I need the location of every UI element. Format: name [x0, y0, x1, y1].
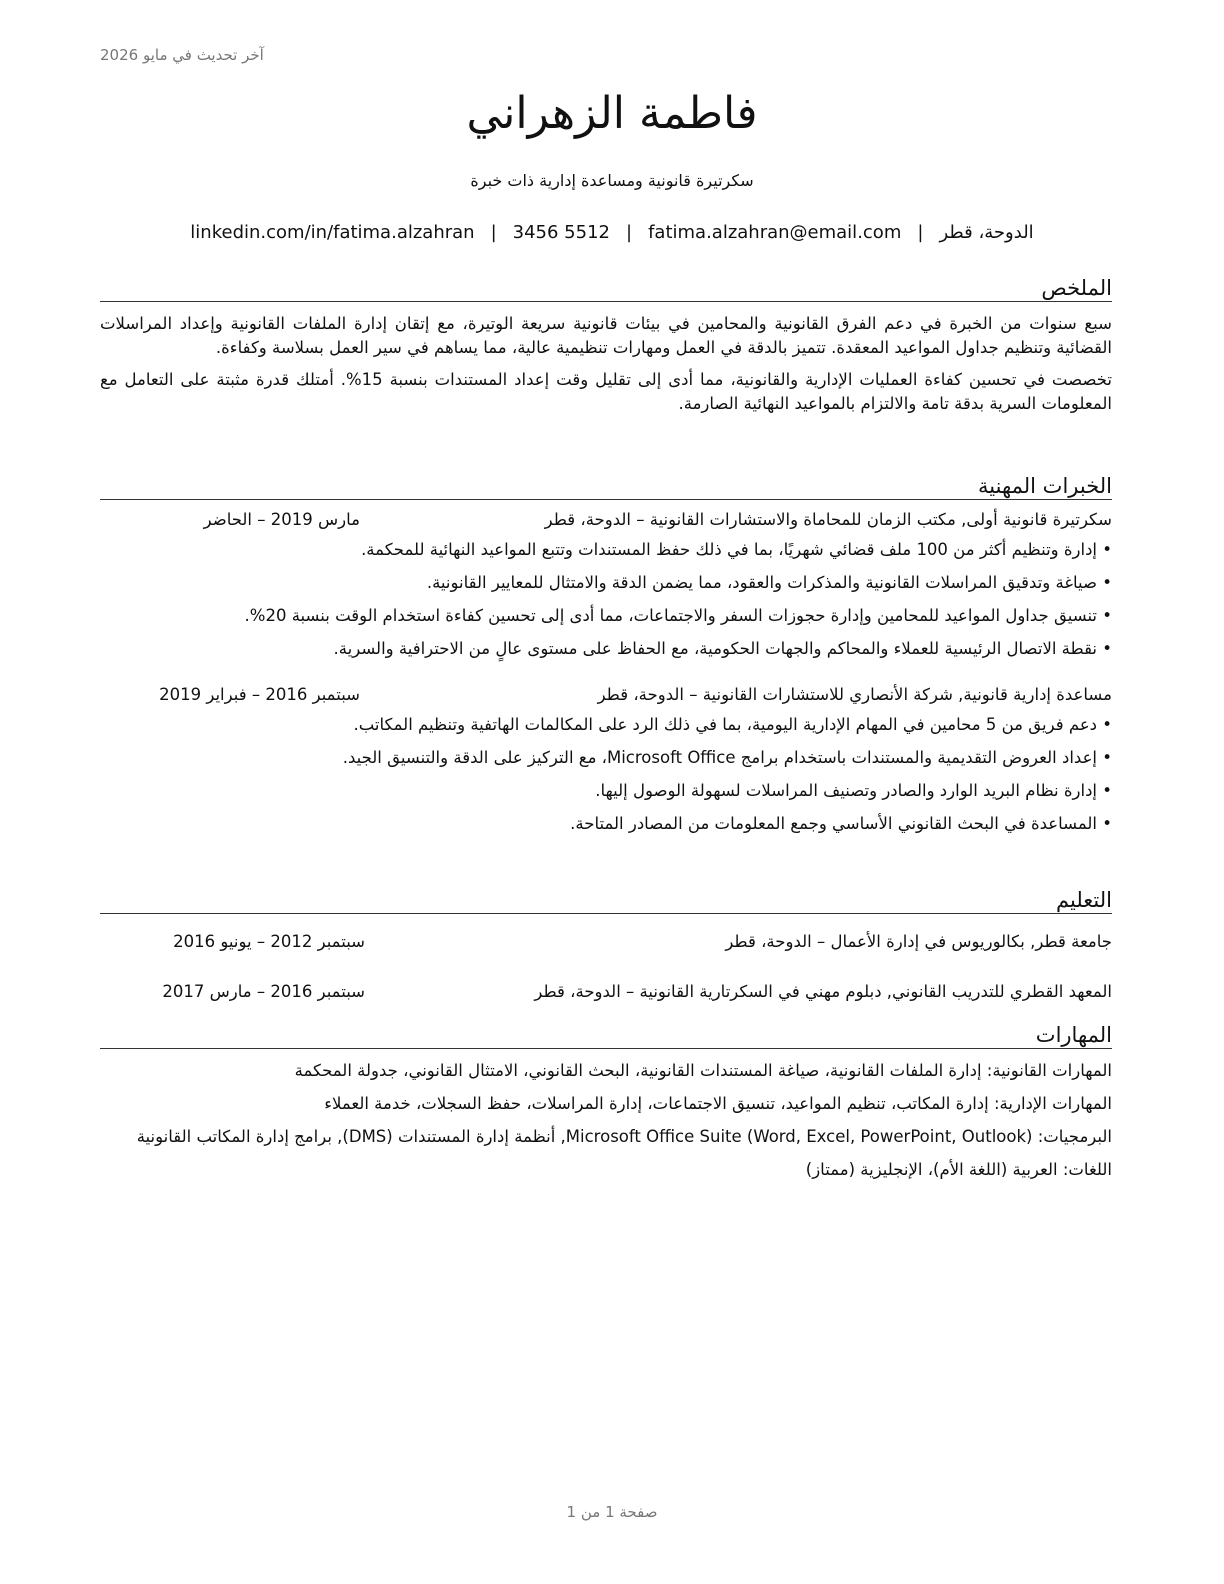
- experience-section: [100, 474, 1112, 840]
- skill-line: المهارات الإدارية: إدارة المكاتب، تنظيم المواعيد، تنسيق الاجتماعات، إدارة المراسلات، حفظ السجلات، خدمة العملاء: [324, 1094, 1112, 1113]
- contact-phone[interactable]: 3456 5512: [512, 222, 610, 243]
- job-entry: [100, 510, 1112, 665]
- job-bullet: • صياغة وتدقيق المراسلات القانونية والمذكرات والعقود، مما يضمن الدقة والامتثال للمعايير القانونية.: [100, 566, 1112, 599]
- job-bullet: • إعداد العروض التقديمية والمستندات باستخدام برامج Microsoft Office، مع التركيز على الدقة والتنسيق الجيد.: [100, 741, 1112, 774]
- page-number: صفحة 1 من 1: [566, 1503, 658, 1521]
- tagline: سكرتيرة قانونية ومساعدة إدارية ذات خبرة: [470, 171, 754, 190]
- contact-separator: |: [917, 222, 924, 243]
- job-bullet: • نقطة الاتصال الرئيسية للعملاء والمحاكم والجهات الحكومية، مع الحفاظ على مستوى عالٍ من الاحترافية والسرية.: [100, 632, 1112, 665]
- candidate-name: فاطمة الزهراني: [466, 88, 758, 139]
- job-bullet: • المساعدة في البحث القانوني الأساسي وجمع المعلومات من المصادر المتاحة.: [100, 807, 1112, 840]
- job-bullet: • إدارة وتنظيم أكثر من 100 ملف قضائي شهريًا، بما في ذلك حفظ المستندات وتتبع المواعيد النهائية للمحكمة.: [100, 533, 1112, 566]
- education-title: جامعة قطر, بكالوريوس في إدارة الأعمال – الدوحة، قطر: [725, 932, 1112, 951]
- skill-line: المهارات القانونية: إدارة الملفات القانونية، صياغة المستندات القانونية، البحث القانوني، الامتثال القانوني، جدولة المحكمة: [294, 1061, 1112, 1080]
- job-header: [100, 685, 1112, 704]
- experience-heading: الخبرات المهنية: [100, 474, 1112, 500]
- contact-location: الدوحة، قطر: [939, 222, 1034, 243]
- contact-linkedin[interactable]: linkedin.com/in/fatima.alzahran: [190, 222, 475, 243]
- skills-heading: المهارات: [100, 1023, 1112, 1049]
- education-section: [100, 888, 1112, 1004]
- last-updated: آخر تحديث في مايو 2026: [100, 46, 264, 64]
- education-dates: سبتمبر 2012 – يونيو 2016: [173, 932, 365, 951]
- job-title: مساعدة إدارية قانونية, شركة الأنصاري للاستشارات القانونية – الدوحة، قطر: [597, 685, 1112, 704]
- education-entry: [100, 930, 1112, 954]
- contact-email[interactable]: fatima.alzahran@email.com: [648, 222, 902, 243]
- job-bullets: [100, 533, 1112, 665]
- job-header: [100, 510, 1112, 529]
- job-bullet: • تنسيق جداول المواعيد للمحامين وإدارة حجوزات السفر والاجتماعات، مما أدى إلى تحسين كفاءة استخدام الوقت بنسبة 20%.: [100, 599, 1112, 632]
- contact-separator: |: [490, 222, 497, 243]
- skill-line: اللغات: العربية (اللغة الأم)، الإنجليزية (ممتاز): [805, 1160, 1112, 1179]
- summary-heading: الملخص: [100, 276, 1112, 302]
- summary-section: [100, 276, 1112, 424]
- job-dates: مارس 2019 – الحاضر: [203, 510, 360, 529]
- summary-paragraph: سبع سنوات من الخبرة في دعم الفرق القانونية والمحامين في بيئات قانونية سريعة الوتيرة، مع إتقان إدارة الملفات القانونية وإعداد المراسلات القضائية وتنظيم جداول المواعيد المعقدة. تتميز بالدقة في العمل ومهارات تنظيمية عالية، مما يساهم في سير العمل بسلاسة وكفاءة.: [100, 314, 1112, 357]
- education-title: المعهد القطري للتدريب القانوني, دبلوم مهني في السكرتارية القانونية – الدوحة، قطر: [534, 982, 1112, 1001]
- job-bullet: • إدارة نظام البريد الوارد والصادر وتصنيف المراسلات لسهولة الوصول إليها.: [100, 774, 1112, 807]
- contact-separator: |: [626, 222, 633, 243]
- job-bullets: [100, 708, 1112, 840]
- job-entry: [100, 685, 1112, 840]
- education-entry: [100, 980, 1112, 1004]
- job-bullet: • دعم فريق من 5 محامين في المهام الإدارية اليومية، بما في ذلك الرد على المكالمات الهاتفية وتنظيم المكاتب.: [100, 708, 1112, 741]
- job-dates: سبتمبر 2016 – فبراير 2019: [159, 685, 360, 704]
- job-title: سكرتيرة قانونية أولى, مكتب الزمان للمحاماة والاستشارات القانونية – الدوحة، قطر: [544, 510, 1112, 529]
- skill-line: البرمجيات: Microsoft Office Suite (Word, Excel, PowerPoint, Outlook), أنظمة إدارة المستندات (DMS), برامج إدارة المكاتب القانونية: [136, 1127, 1112, 1146]
- education-dates: سبتمبر 2016 – مارس 2017: [162, 982, 365, 1001]
- contact-line: [0, 222, 1224, 243]
- skills-section: [100, 1023, 1112, 1191]
- education-heading: التعليم: [100, 888, 1112, 914]
- summary-paragraph: تخصصت في تحسين كفاءة العمليات الإدارية والقانونية، مما أدى إلى تقليل وقت إعداد المستندات بنسبة 15%. أمتلك قدرة مثبتة على التعامل مع المعلومات السرية بدقة تامة والالتزام بالمواعيد النهائية الصارمة.: [100, 370, 1112, 413]
